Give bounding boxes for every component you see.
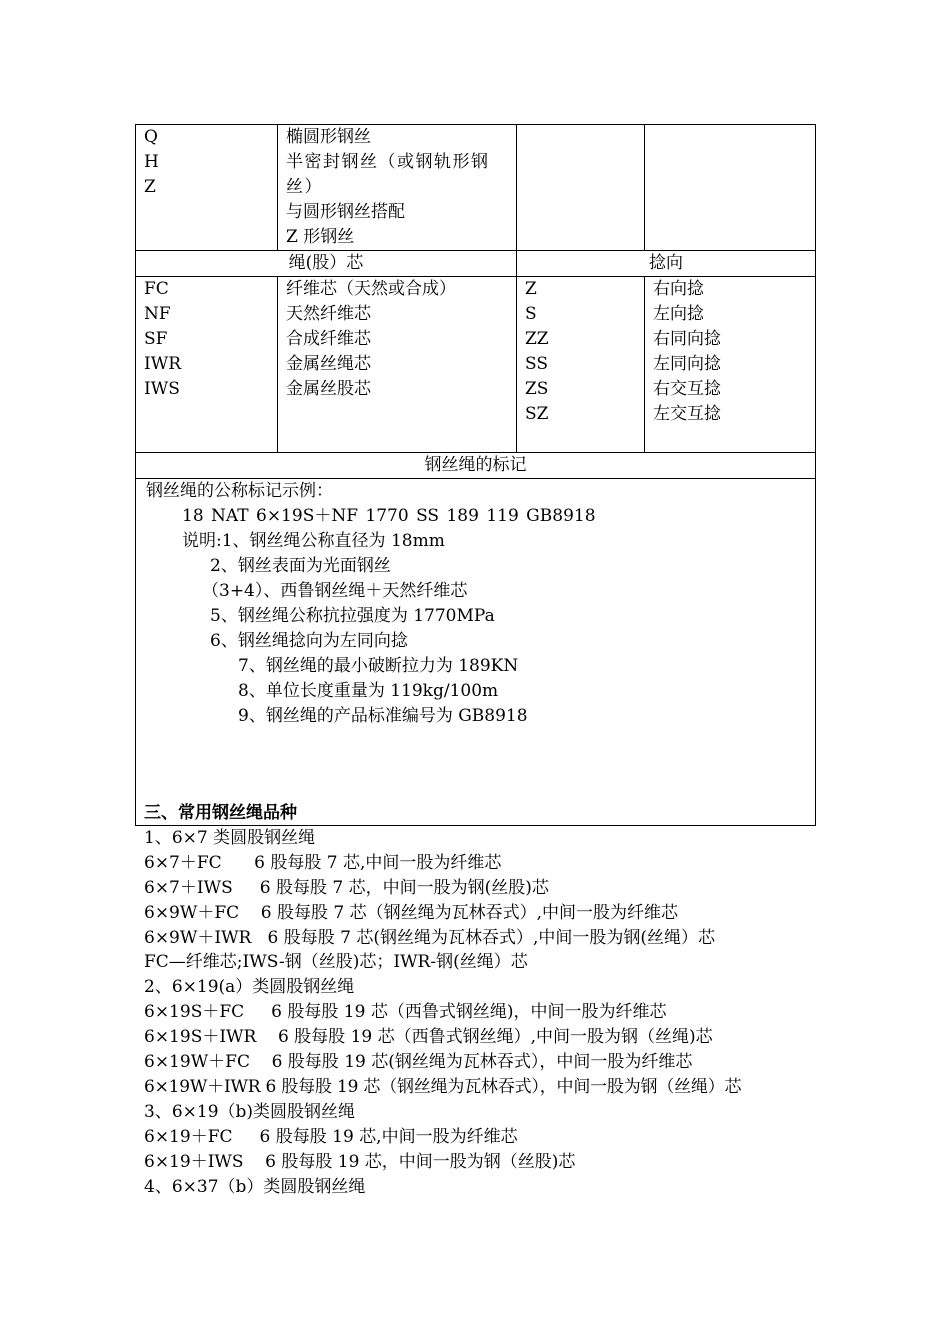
core-code: FC: [144, 279, 169, 299]
marking-note: 5、钢丝绳公称抗拉强度为 1770MPa: [210, 606, 495, 626]
lay-code: ZS: [525, 379, 549, 399]
lay-header: 捻向: [517, 251, 816, 277]
marking-header: 钢丝绳的标记: [136, 453, 816, 479]
core-code: IWR: [144, 354, 181, 374]
section-line: 6×9W＋FC 6 股每股 7 芯（钢丝绳为瓦林吞式）,中间一股为纤维芯: [144, 902, 679, 923]
core-lay-row: [136, 277, 816, 453]
lay-code: S: [525, 304, 537, 324]
lay-code: SS: [525, 354, 548, 374]
wire-shape-desc: Z 形钢丝: [286, 227, 355, 247]
lay-desc: 左向捻: [653, 304, 704, 324]
header-row: [136, 251, 816, 277]
lay-desc: 右交互捻: [653, 379, 721, 399]
section-line: 4、6×37（b）类圆股钢丝绳: [144, 1176, 366, 1197]
wire-shape-desc: 椭圆形钢丝: [286, 127, 371, 147]
lay-desc: 左同向捻: [653, 354, 721, 374]
empty-cell: [645, 125, 816, 251]
section-line: 6×9W＋IWR 6 股每股 7 芯(钢丝绳为瓦林吞式）,中间一股为钢(丝绳）芯: [144, 927, 716, 948]
marking-notes-cell: [136, 479, 816, 826]
core-code: SF: [144, 329, 168, 349]
core-codes-cell: [136, 277, 278, 453]
section-line: 2、6×19(a）类圆股钢丝绳: [144, 977, 355, 998]
lay-descs-cell: [645, 277, 816, 453]
marking-note: 6、钢丝绳捻向为左同向捻: [210, 631, 408, 651]
core-desc: 合成纤维芯: [286, 329, 371, 349]
marking-example: 18 NAT 6×19S＋NF 1770 SS 189 119 GB8918: [182, 506, 596, 526]
section-line: FC—纤维芯;IWS-钢（丝股)芯；IWR-钢(丝绳）芯: [144, 952, 528, 973]
section-line: 6×19S＋FC 6 股每股 19 芯（西鲁式钢丝绳)，中间一股为纤维芯: [144, 1002, 667, 1023]
section-line: 6×7＋IWS 6 股每股 7 芯，中间一股为钢(丝股)芯: [144, 877, 549, 898]
empty-cell: [517, 125, 645, 251]
section-line: 6×19＋IWS 6 股每股 19 芯，中间一股为钢（丝股)芯: [144, 1151, 576, 1172]
section-line: 6×19S＋IWR 6 股每股 19 芯（西鲁式钢丝绳）,中间一股为钢（丝绳)芯: [144, 1027, 713, 1048]
lay-desc: 右向捻: [653, 279, 704, 299]
wire-shape-code: Q: [144, 127, 158, 147]
wire-shape-row: [136, 125, 816, 251]
core-desc: 金属丝股芯: [286, 379, 371, 399]
section-line: 6×19W＋IWR 6 股每股 19 芯（钢丝绳为瓦林吞式），中间一股为钢（丝绳）芯: [144, 1076, 742, 1097]
marking-note: 9、钢丝绳的产品标准编号为 GB8918: [238, 706, 528, 726]
wire-shape-desc: 半密封钢丝（或钢轨形钢丝）: [286, 152, 490, 197]
marking-note: 说明:1、钢丝绳公称直径为 18mm: [182, 531, 445, 551]
lay-desc: 左交互捻: [653, 404, 721, 424]
section-line: 6×19W＋FC 6 股每股 19 芯(钢丝绳为瓦林吞式），中间一股为纤维芯: [144, 1052, 693, 1073]
marking-notes-row: [136, 479, 816, 826]
lay-code: SZ: [525, 404, 549, 424]
marking-note: 2、钢丝表面为光面钢丝: [210, 556, 391, 576]
common-rope-types-section: [144, 801, 844, 1200]
section-line: 6×7＋FC 6 股每股 7 芯,中间一股为纤维芯: [144, 852, 502, 873]
core-header: 绳(股）芯: [136, 251, 517, 277]
lay-code: ZZ: [525, 329, 549, 349]
section-title: 三、常用钢丝绳品种: [144, 803, 297, 823]
marking-example-label: 钢丝绳的公称标记示例：: [146, 481, 333, 501]
core-code: IWS: [144, 379, 180, 399]
core-desc: 金属丝绳芯: [286, 354, 371, 374]
core-descs-cell: [278, 277, 517, 453]
marking-header-row: [136, 453, 816, 479]
wire-shape-code: H: [144, 152, 159, 172]
lay-desc: 右同向捻: [653, 329, 721, 349]
section-line: 1、6×7 类圆股钢丝绳: [144, 827, 316, 848]
wire-shape-desc: 与圆形钢丝搭配: [286, 202, 405, 222]
marking-note: （3+4）、西鲁钢丝绳＋天然纤维芯: [202, 581, 468, 601]
lay-code: Z: [525, 279, 537, 299]
core-code: NF: [144, 304, 171, 324]
core-desc: 天然纤维芯: [286, 304, 371, 324]
marking-note: 8、单位长度重量为 119kg/100m: [238, 681, 499, 701]
lay-codes-cell: [517, 277, 645, 453]
wire-shape-descs-cell: [278, 125, 517, 251]
section-line: 3、6×19（b)类圆股钢丝绳: [144, 1101, 356, 1122]
core-desc: 纤维芯（天然或合成）: [286, 279, 456, 299]
wire-shape-code: Z: [144, 177, 156, 197]
wire-rope-spec-table: [135, 124, 816, 826]
section-line: 6×19＋FC 6 股每股 19 芯,中间一股为纤维芯: [144, 1126, 518, 1147]
wire-shape-codes-cell: [136, 125, 278, 251]
marking-note: 7、钢丝绳的最小破断拉力为 189KN: [238, 656, 519, 676]
